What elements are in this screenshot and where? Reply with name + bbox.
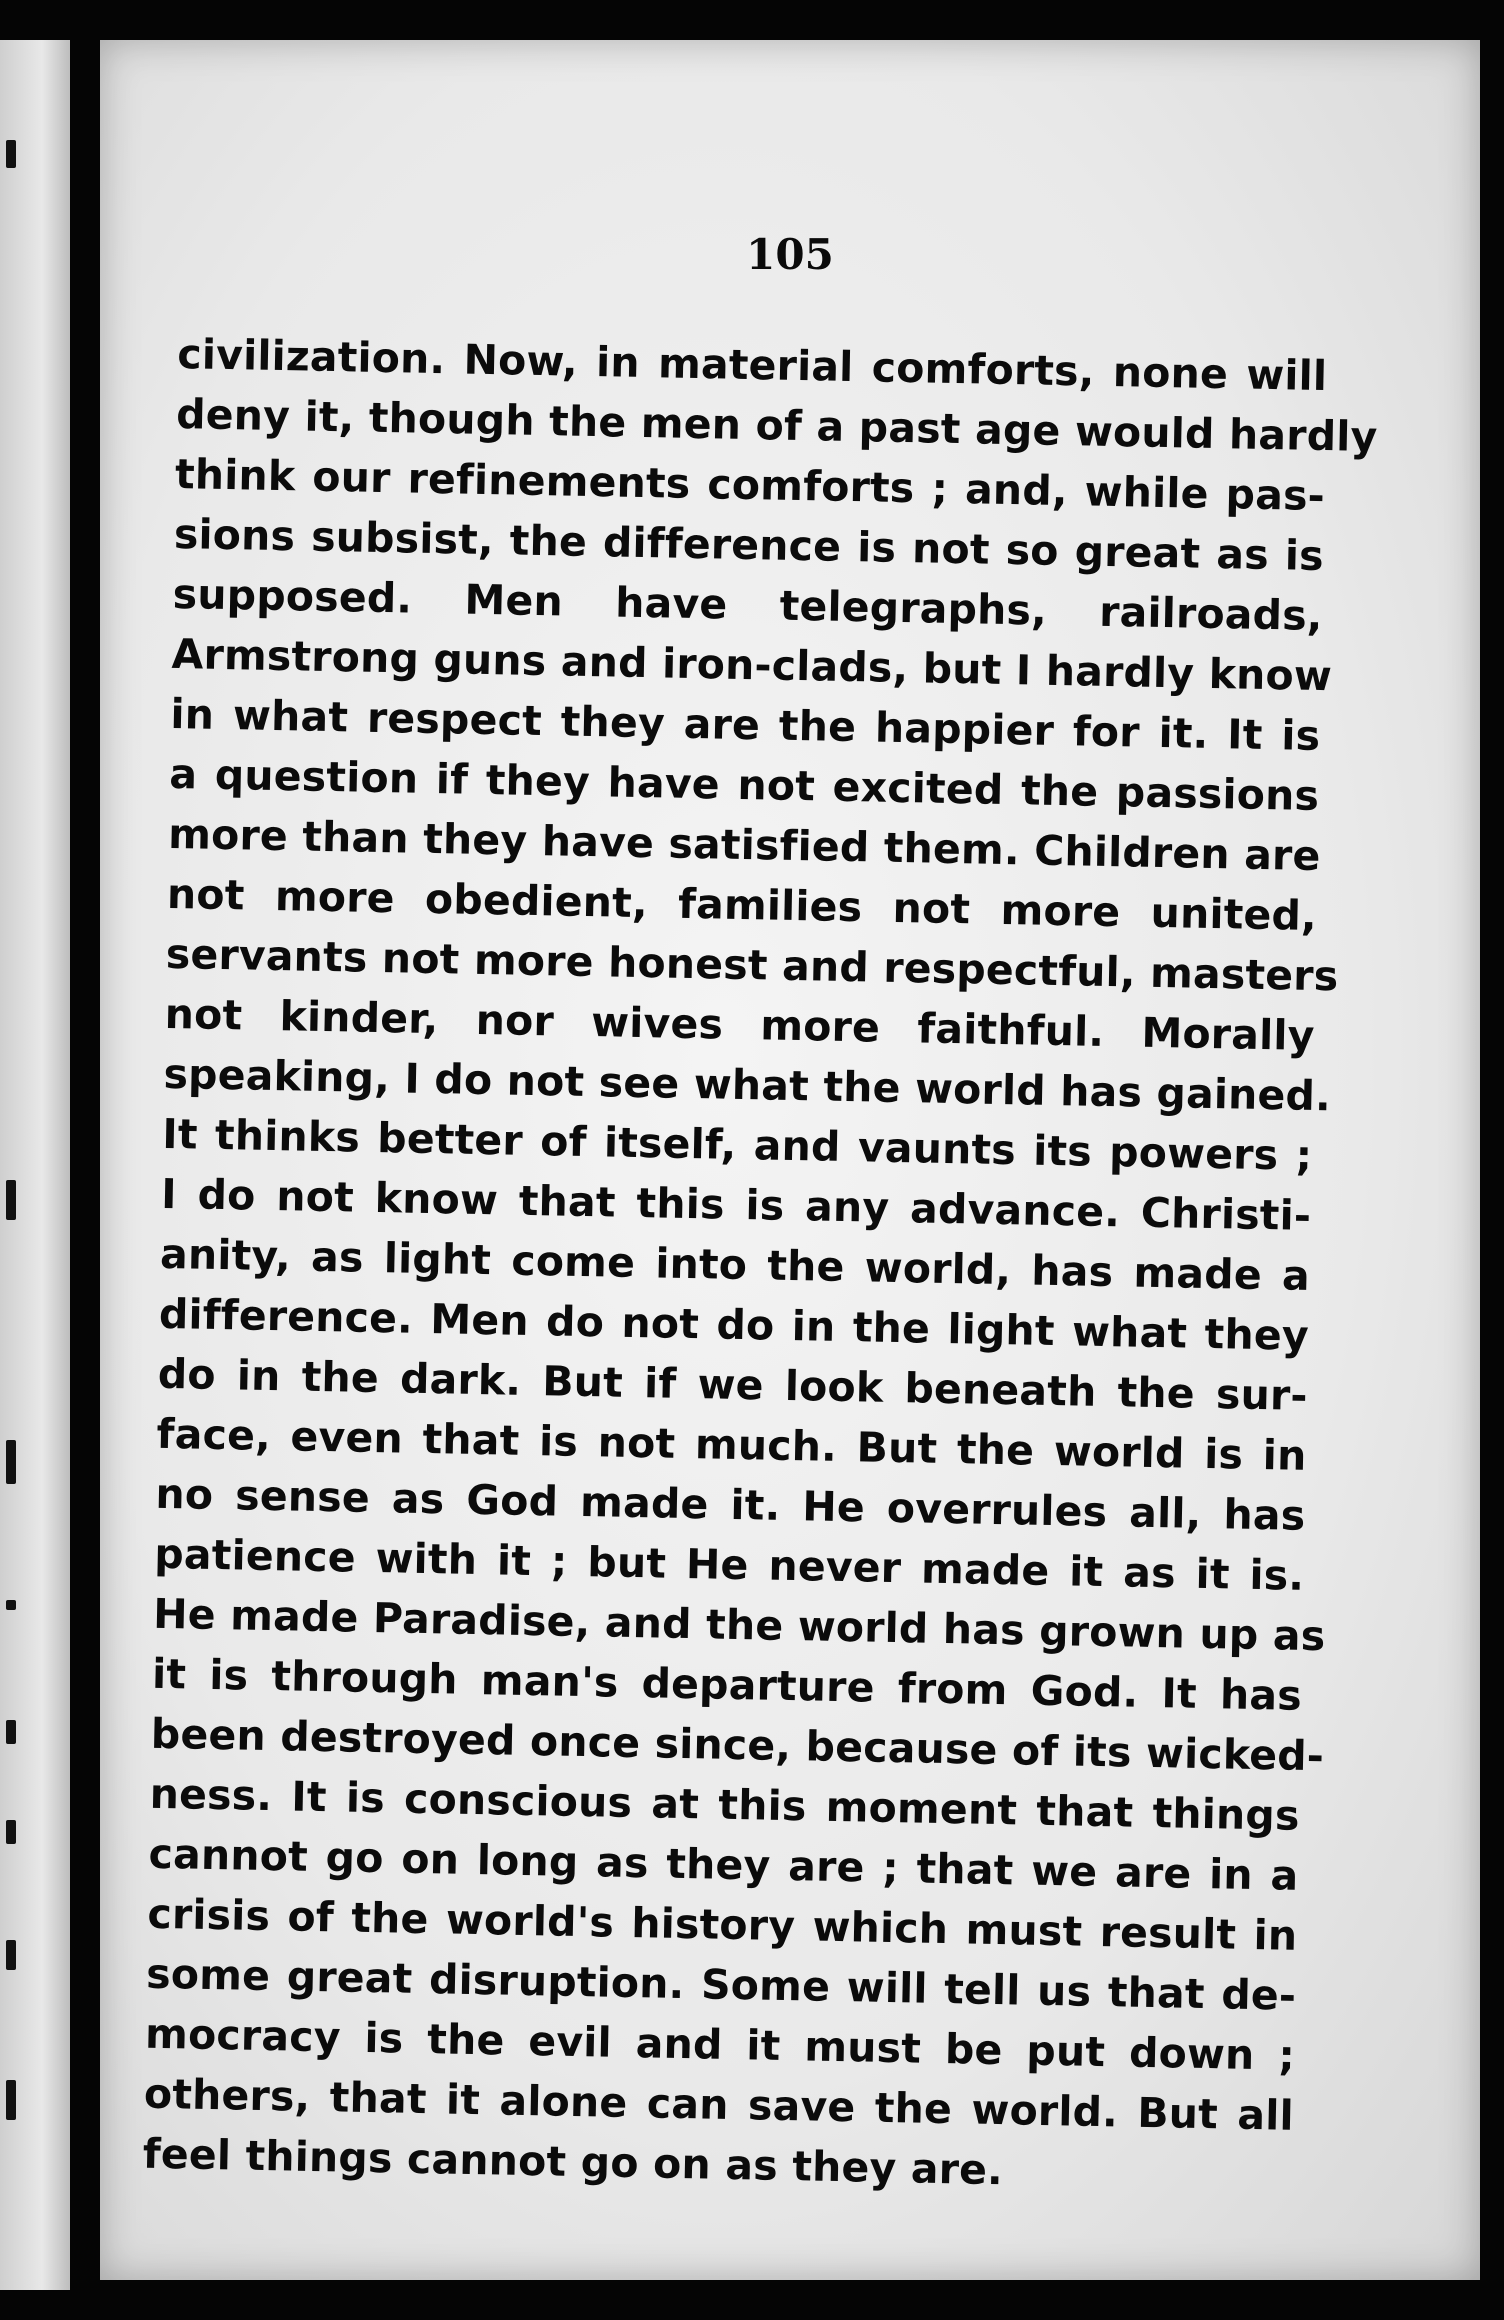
text-line: difference. Men do not do in the light what they xyxy=(158,1289,1310,1360)
text-line: Armstrong guns and iron-clads, but I hardly know xyxy=(171,629,1333,701)
text-line: others, that it alone can save the world. But all xyxy=(143,2069,1295,2140)
text-line: in what respect they are the happier for it. It is xyxy=(170,689,1321,761)
facing-page-mark xyxy=(6,1440,16,1484)
text-line: It thinks better of itself, and vaunts its powers ; xyxy=(161,1109,1313,1180)
text-line: servants not more honest and respectful, masters xyxy=(165,929,1339,1001)
text-line: I do not know that this is any advance. Christi- xyxy=(160,1169,1312,1240)
facing-page-mark xyxy=(6,2080,16,2120)
text-line: face, even that is not much. But the world is in xyxy=(156,1409,1307,1480)
text-line: more than they have satisfied them. Children are xyxy=(167,809,1321,881)
text-line: it is through man's departure from God. It has xyxy=(151,1649,1303,1720)
text-line: speaking, I do not see what the world has gained. xyxy=(163,1049,1332,1121)
text-line: patience with it ; but He never made it as it is. xyxy=(153,1529,1305,1600)
text-line: cannot go on long as they are ; that we are in a xyxy=(148,1829,1299,1900)
body-text xyxy=(142,324,1378,2206)
facing-page-edge xyxy=(0,40,70,2290)
text-line: deny it, though the men of a past age would hardly xyxy=(175,389,1378,462)
facing-page-mark xyxy=(6,1940,16,1970)
text-line: civilization. Now, in material comforts, none will xyxy=(176,329,1328,401)
facing-page-mark xyxy=(6,1180,16,1220)
facing-page-mark xyxy=(6,1600,16,1610)
text-line: anity, as light come into the world, has made a xyxy=(159,1229,1311,1300)
text-line: some great disruption. Some will tell us that de- xyxy=(145,1949,1297,2020)
text-line: ness. It is conscious at this moment that things xyxy=(149,1769,1301,1840)
text-line: not kinder, nor wives more faithful. Morally xyxy=(164,989,1316,1060)
text-line: supposed. Men have telegraphs, railroads, xyxy=(172,569,1324,641)
text-line: feel things cannot go on as they are. xyxy=(142,2129,1004,2195)
facing-page-mark xyxy=(6,140,16,168)
text-line: no sense as God made it. He overrules all, has xyxy=(155,1469,1306,1540)
text-line: He made Paradise, and the world has grown up as xyxy=(152,1589,1326,1661)
text-line: a question if they have not excited the passions xyxy=(168,749,1320,820)
text-line: crisis of the world's history which must result in xyxy=(147,1889,1298,1960)
text-line: do in the dark. But if we look beneath the sur- xyxy=(157,1349,1309,1420)
text-line: think our refinements comforts ; and, while pas- xyxy=(174,449,1326,521)
text-line: been destroyed once since, because of its wicked- xyxy=(150,1709,1325,1781)
page-number: 105 xyxy=(746,230,834,279)
text-line: mocracy is the evil and it must be put down ; xyxy=(144,2009,1296,2080)
text-line: sions subsist, the difference is not so great as is xyxy=(173,509,1325,581)
facing-page-mark xyxy=(6,1820,16,1844)
facing-page-mark xyxy=(6,1720,16,1744)
book-page xyxy=(100,40,1480,2280)
text-line: not more obedient, families not more united, xyxy=(166,869,1318,940)
